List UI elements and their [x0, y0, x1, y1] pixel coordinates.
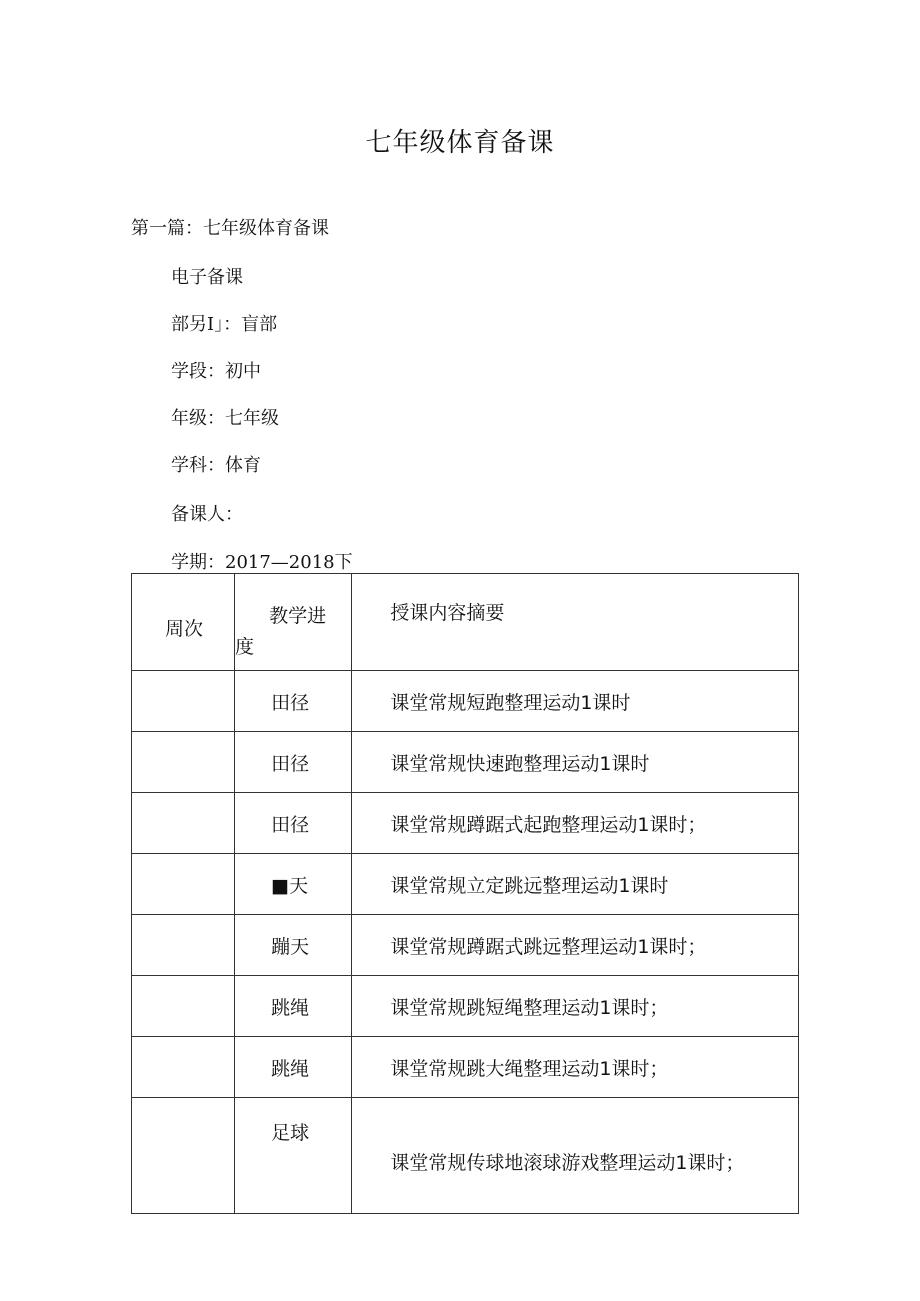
progress-cell: ■天 — [235, 854, 352, 915]
table-row — [132, 671, 799, 732]
progress-cell: 跳绳 — [235, 976, 352, 1037]
week-cell — [132, 1037, 235, 1098]
table-header-row — [132, 574, 799, 671]
content-cell: 课堂常规立定跳远整理运动1课时 — [352, 854, 799, 915]
info-line-school-stage: 学段：初中 — [171, 361, 261, 382]
info-line-department: 部另I」：盲部 — [171, 314, 278, 335]
week-cell — [132, 976, 235, 1037]
header-week: 周次 — [165, 618, 204, 640]
week-cell — [132, 732, 235, 793]
table-row — [132, 1037, 799, 1098]
content-cell: 课堂常规跳短绳整理运动1课时； — [352, 976, 799, 1037]
info-line-electronic-lesson: 电子备课 — [171, 267, 243, 288]
header-content-cell — [352, 574, 799, 671]
section-heading: 第一篇：七年级体育备课 — [131, 218, 329, 239]
progress-cell: 田径 — [235, 793, 352, 854]
progress-cell: 足球 — [235, 1098, 352, 1214]
progress-cell: 跳绳 — [235, 1037, 352, 1098]
info-line-subject: 学科：体育 — [171, 455, 261, 476]
info-line-semester: 学期：2017—2018下 — [171, 552, 353, 573]
table-row — [132, 1098, 799, 1214]
week-cell — [132, 915, 235, 976]
progress-cell: 田径 — [235, 671, 352, 732]
info-line-preparer: 备课人： — [171, 504, 243, 525]
week-cell — [132, 854, 235, 915]
header-content: 授课内容摘要 — [390, 602, 505, 624]
week-cell — [132, 1098, 235, 1214]
content-cell: 课堂常规传球地滚球游戏整理运动1课时； — [352, 1098, 799, 1214]
table-row — [132, 976, 799, 1037]
header-progress-part2: 度 — [235, 636, 255, 658]
lesson-plan-table — [131, 573, 799, 1214]
progress-cell: 田径 — [235, 732, 352, 793]
week-cell — [132, 671, 235, 732]
content-cell: 课堂常规蹲踞式起跑整理运动1课时； — [352, 793, 799, 854]
progress-cell: 蹦天 — [235, 915, 352, 976]
content-cell: 课堂常规蹲踞式跳远整理运动1课时； — [352, 915, 799, 976]
table-row — [132, 732, 799, 793]
content-cell: 课堂常规快速跑整理运动1课时 — [352, 732, 799, 793]
table-row — [132, 854, 799, 915]
info-line-grade: 年级：七年级 — [171, 408, 279, 429]
content-cell: 课堂常规跳大绳整理运动1课时； — [352, 1037, 799, 1098]
week-cell — [132, 793, 235, 854]
header-week-cell — [132, 574, 235, 671]
table-row — [132, 915, 799, 976]
header-progress-part1: 教学进 — [269, 605, 327, 627]
table-row — [132, 793, 799, 854]
content-cell: 课堂常规短跑整理运动1课时 — [352, 671, 799, 732]
document-title: 七年级体育备课 — [365, 128, 555, 158]
